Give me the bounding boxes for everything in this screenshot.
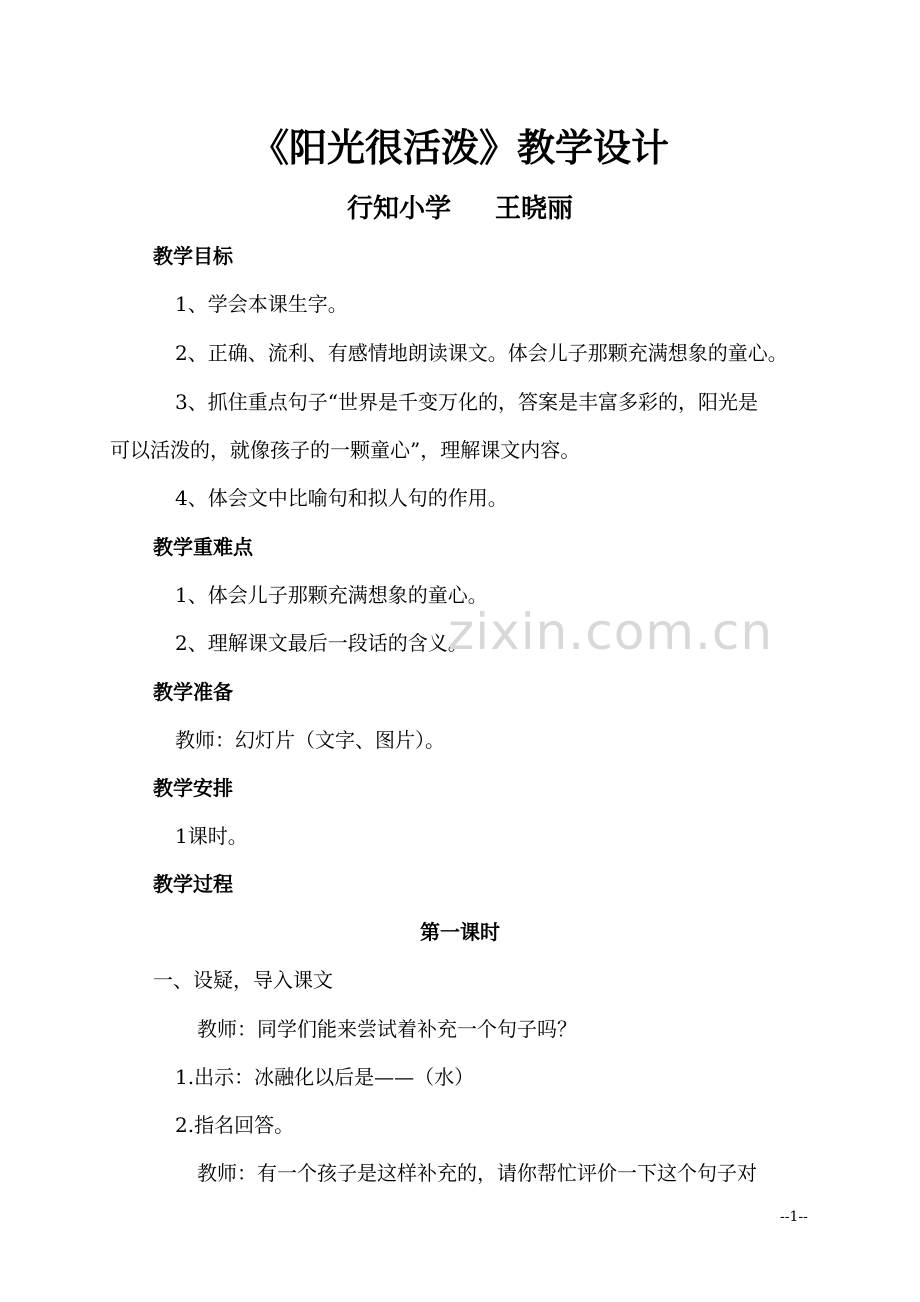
goal-item: 4、体会文中比喻句和拟人句的作用。 [175,486,508,510]
process-step-title: 一、设疑，导入课文 [153,968,333,992]
process-line: 教师：有一个孩子是这样补充的，请你帮忙评价一下这个句子对 [197,1161,757,1185]
preparation-heading: 教学准备 [153,680,233,704]
watermark: zixin.com.cn [448,603,774,661]
preparation-text: 教师：幻灯片（文字、图片）。 [175,728,445,752]
document-byline [0,192,920,226]
process-line: 1.出示：冰融化以后是——（水） [175,1065,475,1089]
page-number: --1-- [780,1209,808,1225]
goals-heading: 教学目标 [153,244,233,268]
goal-item: 1、学会本课生字。 [175,292,348,316]
process-heading: 教学过程 [153,872,233,896]
key-point-item: 2、理解课文最后一段话的含义。 [175,631,468,655]
document-title: 《阳光很活泼》教学设计 [250,126,669,170]
arrangement-text: 1课时。 [175,824,248,848]
lesson-heading: 第一课时 [420,920,500,944]
process-line: 2.指名回答。 [175,1113,295,1137]
author-name: 王晓丽 [495,194,574,224]
key-point-item: 1、体会儿子那颗充满想象的童心。 [175,583,488,607]
goal-item: 3、抓住重点句子“世界是千变万化的，答案是丰富多彩的，阳光是 [175,390,758,414]
process-line: 教师：同学们能来尝试着补充一个句子吗？ [197,1017,577,1041]
goal-item: 2、正确、流利、有感情地朗读课文。体会儿子那颗充满想象的童心。 [175,341,788,365]
goal-item-continued: 可以活泼的，就像孩子的一颗童心”，理解课文内容。 [110,438,581,462]
school-name: 行知小学 [346,194,451,224]
arrangement-heading: 教学安排 [153,776,233,800]
key-points-heading: 教学重难点 [153,535,253,559]
